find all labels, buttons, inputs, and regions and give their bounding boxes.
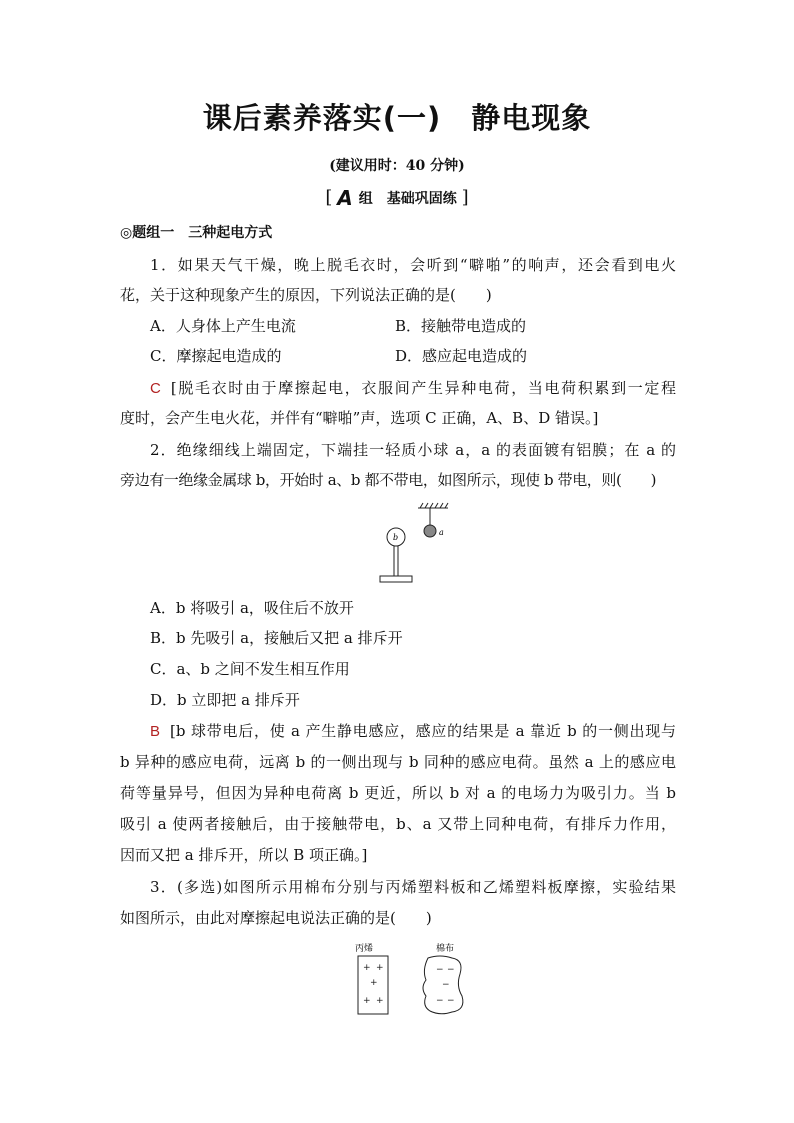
q1-option-a: A．人身体上产生电流 (150, 317, 296, 335)
q1-option-b: B．接触带电造成的 (395, 317, 527, 335)
time-suggestion: (建议用时：40 分钟) (329, 158, 465, 174)
q2-stem-line1: 2．绝缘细线上端固定，下端挂一轻质小球 a，a 的表面镀有铝膜；在 a 的 (150, 441, 676, 459)
minus-sign: − (447, 965, 455, 975)
q1-answer: C (150, 380, 161, 397)
q2-explanation-line4: 吸引 a 使两者接触后，由于接触带电，b、a 又带上同种电荷，有排斥力作用， (120, 815, 676, 833)
q2-explanation-line2: b 异种的感应电荷，远离 b 的一侧出现与 b 同种的感应电荷。虽然 a 上的感应电 (120, 753, 676, 771)
group-label: 组 基础巩固练 (358, 191, 457, 207)
page-title: 课后素养落实(一) 静电现象 (202, 101, 592, 135)
section-heading: ◎题组一 三种起电方式 (120, 225, 273, 241)
q1-stem-line1: 1．如果天气干燥，晚上脱毛衣时，会听到“噼啪”的响声，还会看到电火 (150, 256, 676, 274)
q1-explanation-line1: C [脱毛衣时由于摩擦起电，衣服间产生异种电荷，当电荷积累到一定程 (150, 379, 676, 397)
q2-explanation-line3: 荷等量异号，但因为异种电荷离 b 更近，所以 b 对 a 的电场力为吸引力。当 b (120, 784, 676, 802)
q2-explanation-line5: 因而又把 a 排斥开，所以 B 项正确。] (120, 846, 368, 864)
q3-figure (350, 940, 470, 1020)
q2-figure (370, 500, 460, 590)
ceiling-support (418, 503, 448, 525)
q2-option-a: A．b 将吸引 a，吸住后不放开 (150, 599, 354, 617)
q1-option-c: C．摩擦起电造成的 (150, 347, 282, 365)
minus-sign: − (436, 996, 444, 1006)
q2-option-b: B．b 先吸引 a，接触后又把 a 排斥开 (150, 629, 403, 647)
plus-sign: + (363, 963, 371, 973)
q2-answer: B (150, 723, 161, 740)
plus-sign: + (376, 996, 384, 1006)
q3-stem-line1: 3．(多选)如图所示用棉布分别与丙烯塑料板和乙烯塑料板摩擦，实验结果 (150, 878, 676, 896)
q3-stem-line2: 如图所示，由此对摩擦起电说法正确的是( ) (120, 909, 432, 927)
stand-base (380, 576, 412, 582)
q2-option-c: C．a、b 之间不发生相互作用 (150, 660, 350, 678)
group-bracket-close: ] (461, 187, 469, 208)
ball-a (424, 525, 436, 537)
cotton-label: 棉布 (436, 944, 455, 954)
minus-sign: − (436, 965, 444, 975)
insulating-rod (394, 546, 398, 576)
ball-a-label: a (439, 528, 444, 537)
group-letter: A (337, 186, 353, 210)
q1-stem-line2: 花，关于这种现象产生的原因，下列说法正确的是( ) (120, 286, 492, 304)
minus-sign: − (447, 996, 455, 1006)
q2-option-d: D．b 立即把 a 排斥开 (150, 691, 300, 709)
q2-explanation-line1: B [b 球带电后，使 a 产生静电感应，感应的结果是 a 靠近 b 的一侧出现与 (150, 722, 676, 740)
sphere-b-label: b (393, 533, 399, 542)
plus-sign: + (376, 963, 384, 973)
q2-stem-line2: 旁边有一绝缘金属球 b，开始时 a、b 都不带电，如图所示，现使 b 带电，则( ) (120, 471, 657, 489)
q1-explanation-line2: 度时，会产生电火花，并伴有“噼啪”声，选项 C 正确，A、B、D 错误。] (120, 409, 599, 427)
plus-sign: + (370, 978, 378, 988)
plus-sign: + (363, 996, 371, 1006)
group-heading (0, 186, 794, 210)
propylene-label: 丙烯 (355, 944, 374, 954)
minus-sign: − (442, 980, 450, 990)
q1-option-d: D．感应起电造成的 (395, 347, 528, 365)
group-bracket-open: [ (325, 187, 333, 208)
